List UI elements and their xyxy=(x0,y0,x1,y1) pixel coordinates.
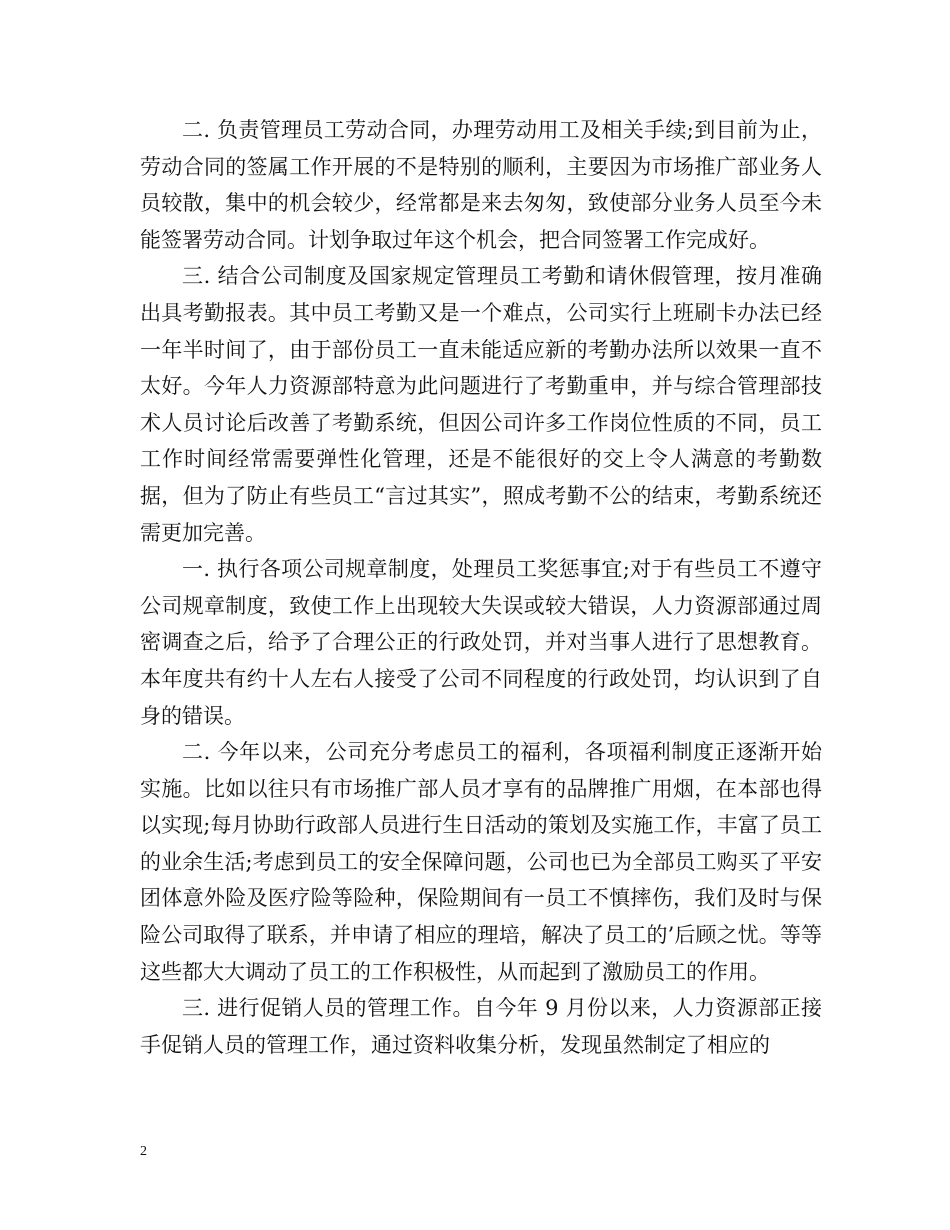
document-body xyxy=(140,112,822,1063)
page-number: 2 xyxy=(140,1144,147,1159)
paragraph: 三. 进行促销人员的管理工作。自今年 9 月份以来，人力资源部正接手促销人员的管理工作，通过资料收集分析，发现虽然制定了相应的 xyxy=(140,996,822,1057)
paragraph: 一. 执行各项公司规章制度，处理员工奖惩事宜;对于有些员工不遵守公司规章制度，致使工作上出现较大失误或较大错误，人力资源部通过周密调查之后，给予了合理公正的行政处罚，并对当事人进行了思想教育。本年度共有约十人左右人接受了公司不同程度的行政处罚，均认识到了自身的错误。 xyxy=(140,557,822,728)
paragraph: 二. 负责管理员工劳动合同，办理劳动用工及相关手续;到目前为止，劳动合同的签属工作开展的不是特别的顺利，主要因为市场推广部业务人员较散，集中的机会较少，经常都是来去匆匆，致使部分业务人员至今未能签署劳动合同。计划争取过年这个机会，把合同签署工作完成好。 xyxy=(140,118,822,252)
paragraph: 二. 今年以来，公司充分考虑员工的福利，各项福利制度正逐渐开始实施。比如以往只有市场推广部人员才享有的品牌推广用烟，在本部也得以实现;每月协助行政部人员进行生日活动的策划及实施工作，丰富了员工的业余生活;考虑到员工的安全保障问题，公司也已为全部员工购买了平安团体意外险及医疗险等险种，保险期间有一员工不慎摔伤，我们及时与保险公司取得了联系，并申请了相应的理培，解决了员工的’后顾之忧。等等这些都大大调动了员工的工作积极性，从而起到了激励员工的作用。 xyxy=(140,740,822,984)
paragraph: 三. 结合公司制度及国家规定管理员工考勤和请休假管理，按月准确出具考勤报表。其中员工考勤又是一个难点，公司实行上班刷卡办法已经一年半时间了，由于部份员工一直未能适应新的考勤办法所以效果一直不太好。今年人力资源部特意为此问题进行了考勤重申，并与综合管理部技术人员讨论后改善了考勤系统，但因公司许多工作岗位性质的不同，员工工作时间经常需要弹性化管理，还是不能很好的交上令人满意的考勤数据，但为了防止有些员工“言过其实”，照成考勤不公的结束，考勤系统还需更加完善。 xyxy=(140,264,822,545)
